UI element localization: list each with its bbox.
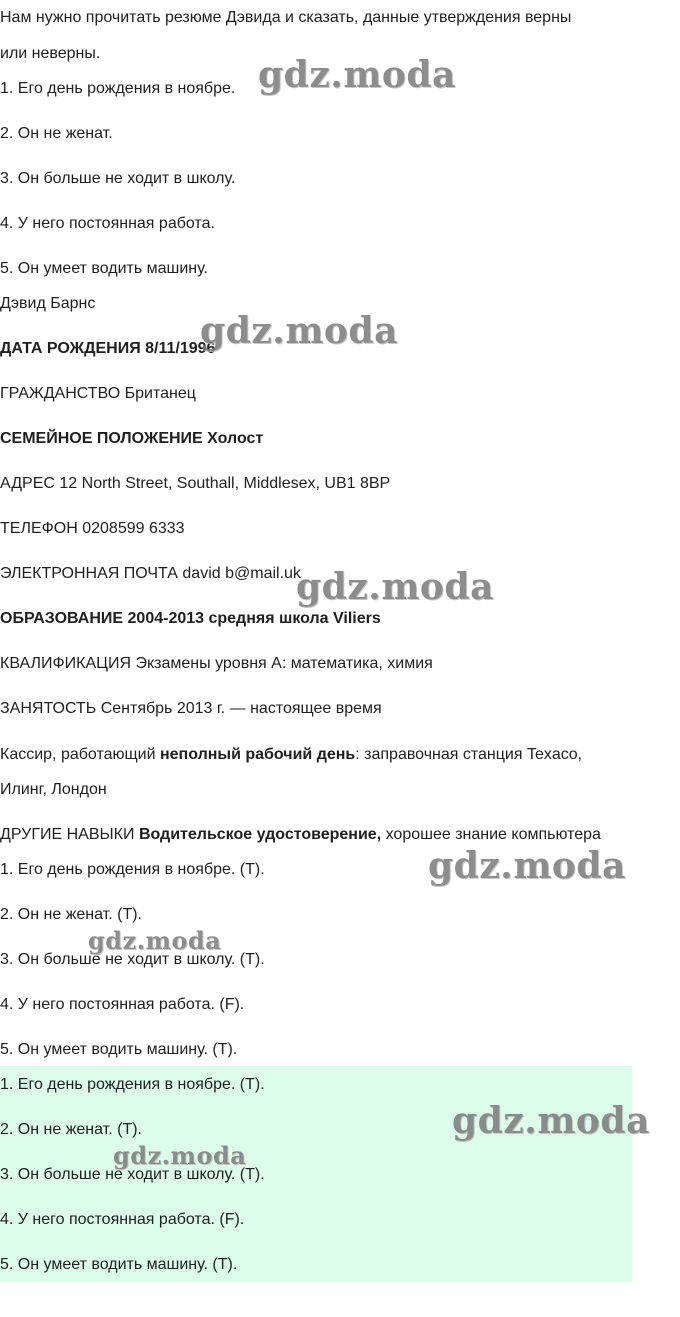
cv-skills	[0, 824, 601, 846]
cv-job-prefix: Кассир, работающий	[0, 746, 160, 763]
cv-qualifications	[0, 653, 433, 675]
cv-phone	[0, 518, 185, 540]
cv-address-value: 12 North Street, Southall, Middlesex, UB1 8BP	[59, 475, 391, 492]
cv-email-value: david b@mail.uk	[182, 565, 301, 582]
cv-qualifications-value: Экзамены уровня А: математика, химия	[135, 655, 433, 672]
watermark: gdz.moda	[113, 1141, 247, 1170]
cv-skills-label: ДРУГИЕ НАВЫКИ	[0, 826, 135, 843]
highlighted-answer-4: 4. У него постоянная работа. (F).	[0, 1211, 245, 1228]
intro-line-2: или неверны.	[0, 45, 101, 62]
cv-skills-bold: Водительское удостоверение,	[138, 826, 382, 843]
cv-nationality-label: ГРАЖДАНСТВО	[0, 385, 121, 402]
answer-1: 1. Его день рождения в ноябре. (T).	[0, 861, 265, 878]
watermark: gdz.moda	[200, 310, 398, 352]
highlighted-answer-1: 1. Его день рождения в ноябре. (T).	[0, 1076, 265, 1093]
answer-4: 4. У него постоянная работа. (F).	[0, 996, 245, 1013]
cv-dob-value: 8/11/1996	[145, 340, 216, 357]
cv-email-label: ЭЛЕКТРОННАЯ ПОЧТА	[0, 565, 178, 582]
watermark: gdz.moda	[258, 54, 456, 96]
watermark: gdz.moda	[452, 1100, 650, 1142]
cv-marital-value: Холост	[207, 430, 264, 447]
cv-nationality-value: Британец	[124, 385, 196, 402]
cv-dob	[0, 338, 215, 360]
cv-job-suffix: : заправочная станция Texaco,	[355, 746, 583, 763]
statement-5: 5. Он умеет водить машину.	[0, 260, 208, 277]
answer-5: 5. Он умеет водить машину. (T).	[0, 1041, 238, 1058]
statement-3: 3. Он больше не ходит в школу.	[0, 170, 236, 187]
cv-name: Дэвид Барнс	[0, 295, 96, 312]
watermark: gdz.moda	[296, 566, 494, 608]
cv-phone-value: 0208599 6333	[82, 520, 185, 537]
cv-education-value: 2004-2013 средняя школа Viliers	[127, 610, 381, 627]
statement-1: 1. Его день рождения в ноябре.	[0, 80, 236, 97]
watermark: gdz.moda	[88, 926, 222, 955]
answer-3: 3. Он больше не ходит в школу. (T).	[0, 951, 265, 968]
cv-phone-label: ТЕЛЕФОН	[0, 520, 78, 537]
answer-2: 2. Он не женат. (T).	[0, 906, 142, 923]
cv-education-label: ОБРАЗОВАНИЕ	[0, 610, 124, 627]
cv-address	[0, 473, 390, 495]
cv-dob-label: ДАТА РОЖДЕНИЯ	[0, 340, 141, 357]
cv-education	[0, 608, 381, 630]
cv-nationality	[0, 383, 196, 405]
cv-employment-value: Сентябрь 2013 г. — настоящее время	[100, 700, 382, 717]
cv-marital-label: СЕМЕЙНОЕ ПОЛОЖЕНИЕ	[0, 430, 203, 447]
watermark: gdz.moda	[428, 845, 626, 887]
cv-employment	[0, 698, 382, 720]
cv-address-label: АДРЕС	[0, 475, 55, 492]
cv-email	[0, 563, 301, 585]
cv-job-line-2: Илинг, Лондон	[0, 781, 107, 798]
highlighted-answer-2: 2. Он не женат. (T).	[0, 1121, 142, 1138]
cv-job-bold: неполный рабочий день	[159, 746, 356, 763]
cv-job	[0, 744, 582, 766]
statement-2: 2. Он не женат.	[0, 125, 113, 142]
highlighted-answer-3: 3. Он больше не ходит в школу. (T).	[0, 1166, 265, 1183]
cv-marital	[0, 428, 263, 450]
intro-line-1: Нам нужно прочитать резюме Дэвида и сказать, данные утверждения верны	[0, 9, 572, 26]
statement-4: 4. У него постоянная работа.	[0, 215, 215, 232]
cv-skills-rest: хорошее знание компьютера	[381, 826, 601, 843]
cv-qualifications-label: КВАЛИФИКАЦИЯ	[0, 655, 132, 672]
cv-employment-label: ЗАНЯТОСТЬ	[0, 700, 97, 717]
highlighted-answer-5: 5. Он умеет водить машину. (T).	[0, 1256, 238, 1273]
